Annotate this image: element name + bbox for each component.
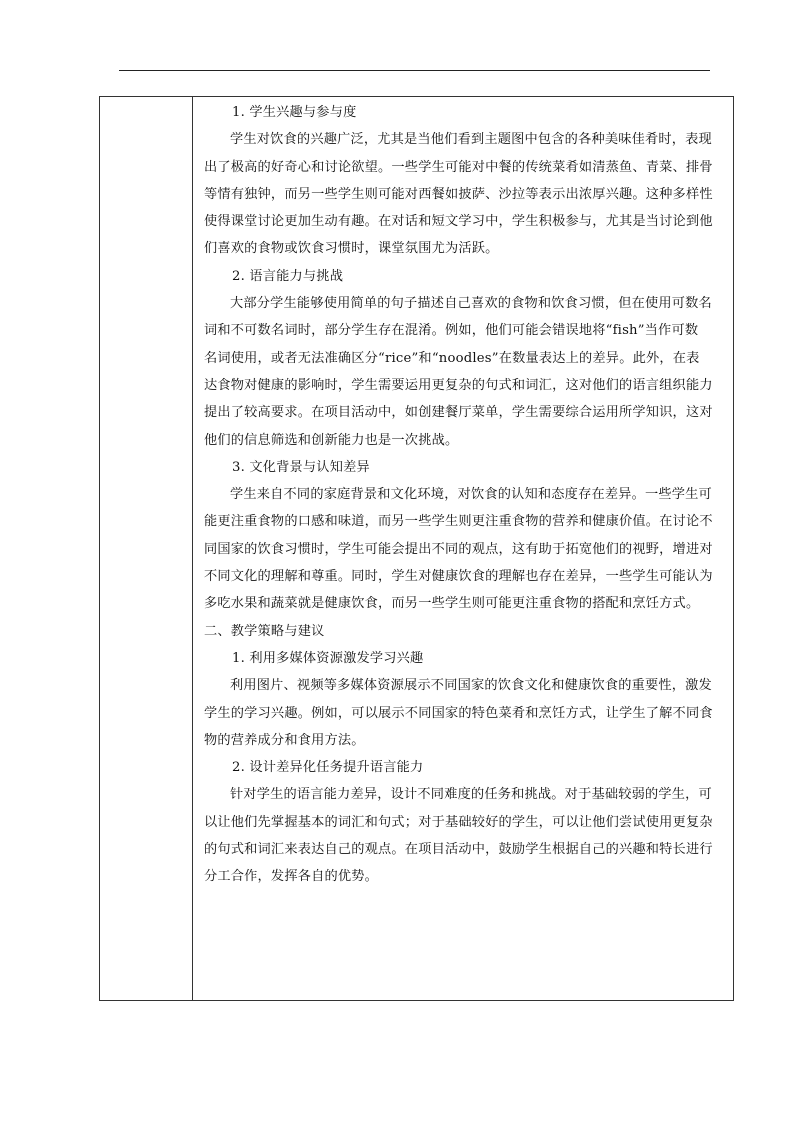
text-line: 2. 语言能力与挑战 — [232, 268, 344, 284]
text-line: 达食物对健康的影响时，学生需要运用更复杂的句式和词汇，这对他们的语言组织能力 — [204, 377, 713, 393]
text-line: 学生对饮食的兴趣广泛，尤其是当他们看到主题图中包含的各种美味佳肴时，表现 — [230, 132, 712, 148]
text-line: 二、教学策略与建议 — [204, 623, 325, 639]
text-line: 以让他们先掌握基本的词汇和句式；对于基础较好的学生，可以让他们尝试使用更复杂 — [204, 814, 713, 830]
table-content-cell — [194, 97, 733, 1000]
text-line: 1. 利用多媒体资源激发学习兴趣 — [232, 650, 424, 666]
text-line: 等情有独钟，而另一些学生则可能对西餐如披萨、沙拉等表示出浓厚兴趣。这种多样性 — [204, 186, 713, 202]
text-line: 学生来自不同的家庭背景和文化环境，对饮食的认知和态度存在差异。一些学生可 — [230, 487, 712, 503]
text-line: 能更注重食物的口感和味道，而另一些学生则更注重食物的营养和健康价值。在讨论不 — [204, 514, 713, 530]
text-line: 针对学生的语言能力差异，设计不同难度的任务和挑战。对于基础较弱的学生，可 — [230, 787, 712, 803]
text-line: 使得课堂讨论更加生动有趣。在对话和短文学习中，学生积极参与，尤其是当讨论到他 — [204, 214, 713, 230]
text-line: 不同文化的理解和尊重。同时，学生对健康饮食的理解也存在差异，一些学生可能认为 — [204, 569, 713, 585]
text-line: 提出了较高要求。在项目活动中，如创建餐厅菜单，学生需要综合运用所学知识，这对 — [204, 405, 713, 421]
text-line: 3. 文化背景与认知差异 — [232, 459, 370, 475]
text-line: 他们的信息筛选和创新能力也是一次挑战。 — [204, 432, 459, 448]
text-line: 多吃水果和蔬菜就是健康饮食，而另一些学生则可能更注重食物的搭配和烹饪方式。 — [204, 596, 700, 612]
text-line: 名词使用，或者无法准确区分“rice”和“noodles”在数量表达上的差异。此外，在表 — [204, 350, 700, 366]
text-line: 出了极高的好奇心和讨论欲望。一些学生可能对中餐的传统菜肴如清蒸鱼、青菜、排骨 — [204, 159, 713, 175]
document-table — [99, 96, 734, 1001]
text-line: 的句式和词汇来表达自己的观点。在项目活动中，鼓励学生根据自己的兴趣和特长进行 — [204, 842, 713, 858]
text-line: 大部分学生能够使用简单的句子描述自己喜欢的食物和饮食习惯，但在使用可数名 — [230, 296, 712, 312]
header-rule — [119, 70, 710, 71]
text-line: 利用图片、视频等多媒体资源展示不同国家的饮食文化和健康饮食的重要性，激发 — [230, 678, 712, 694]
text-line: 学生的学习兴趣。例如，可以展示不同国家的特色菜肴和烹饪方式，让学生了解不同食 — [204, 705, 713, 721]
table-left-column — [100, 97, 193, 1000]
text-line: 物的营养成分和食用方法。 — [204, 732, 365, 748]
text-line: 分工合作，发挥各自的优势。 — [204, 869, 379, 885]
text-line: 同国家的饮食习惯时，学生可能会提出不同的观点，这有助于拓宽他们的视野，增进对 — [204, 541, 713, 557]
text-line: 词和不可数名词时，部分学生存在混淆。例如，他们可能会错误地将“fish”当作可数 — [204, 323, 699, 339]
text-line: 们喜欢的食物或饮食习惯时，课堂氛围尤为活跃。 — [204, 241, 499, 257]
text-line: 1. 学生兴趣与参与度 — [232, 105, 357, 120]
text-line: 2. 设计差异化任务提升语言能力 — [232, 760, 424, 776]
